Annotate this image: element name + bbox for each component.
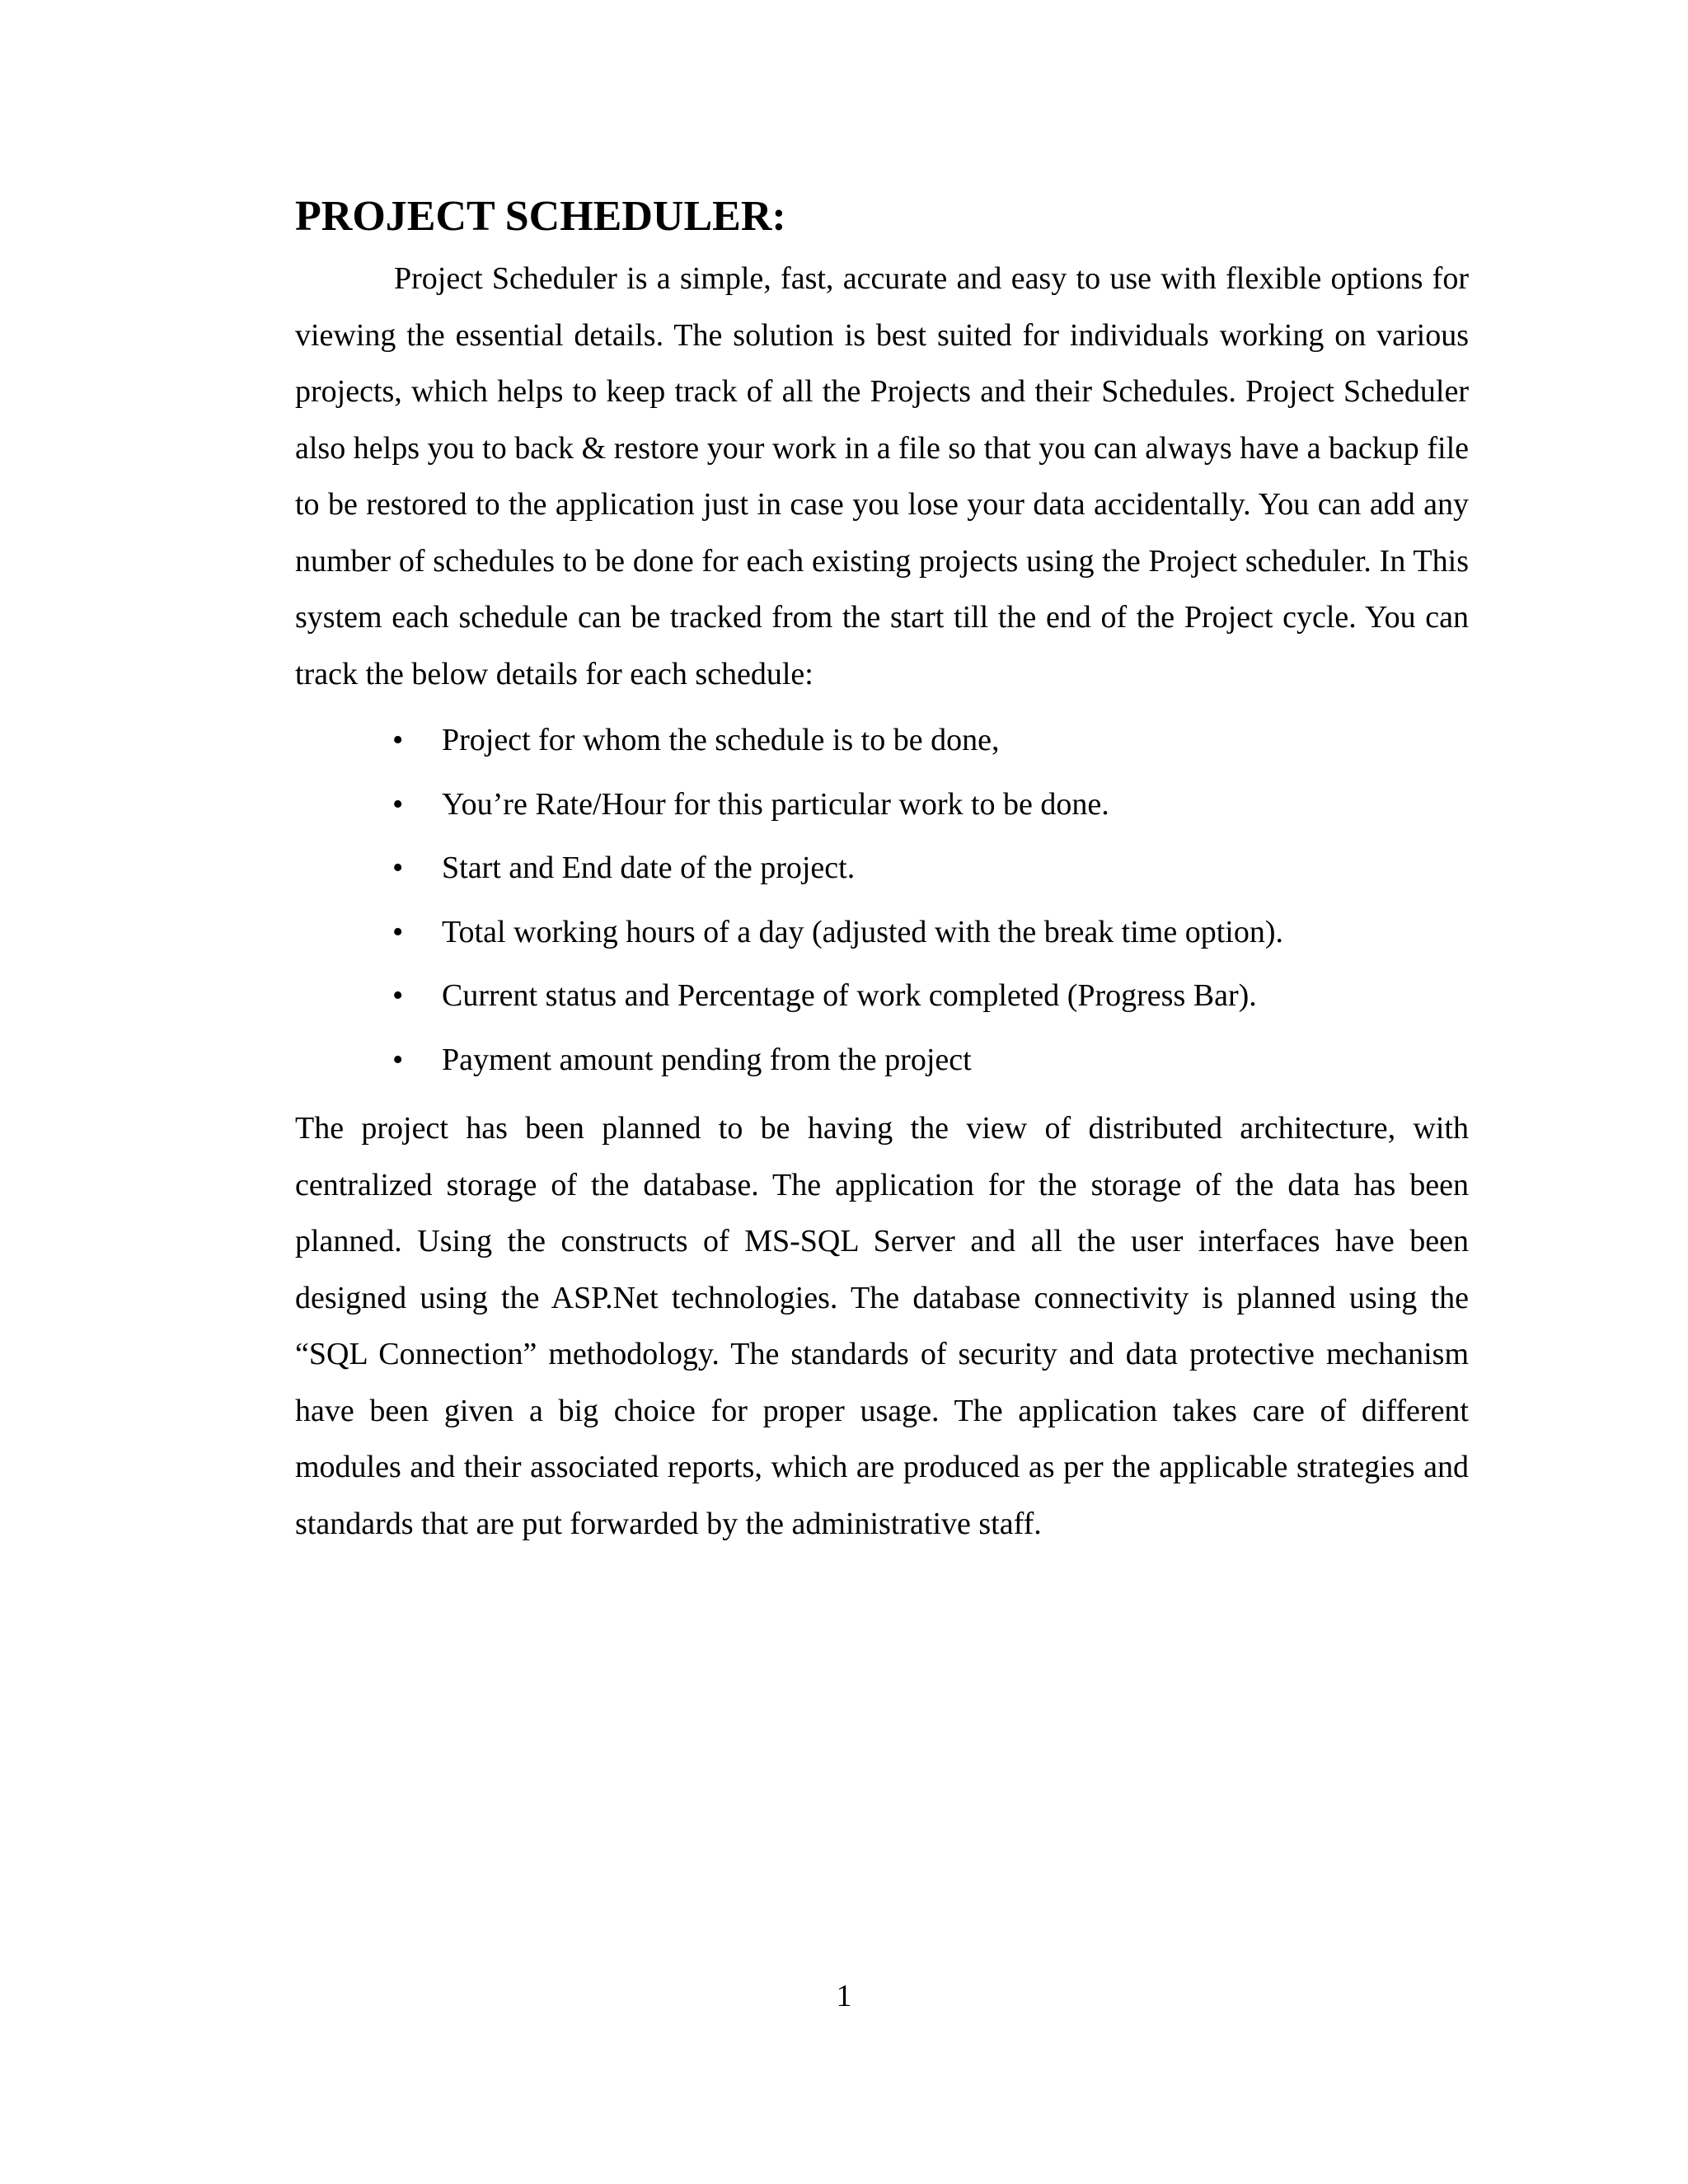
bullet-icon: •	[392, 851, 404, 885]
bullet-icon: •	[392, 1042, 404, 1077]
bullet-item	[295, 964, 1469, 1029]
bullet-text: Total working hours of a day (adjusted with the break time option).	[442, 914, 1283, 949]
document-body	[295, 191, 1469, 1552]
bullet-item	[295, 773, 1469, 837]
bullet-text: Current status and Percentage of work completed (Progress Bar).	[442, 978, 1257, 1013]
closing-paragraph: The project has been planned to be having the view of distributed architecture, with centralized storage of the database. The application for the storage of the data has been planned. Using the constructs of MS-SQL Server and all the user interfaces have been designed using the ASP.Net technologies. The database connectivity is planned using the “SQL Connection” methodology. The standards of security and data protective mechanism have been given a big choice for proper usage. The application takes care of different modules and their associated reports, which are produced as per the applicable strategies and standards that are put forwarded by the administrative staff.	[295, 1111, 1469, 1541]
bullet-text: Project for whom the schedule is to be done,	[442, 723, 1000, 757]
bullet-icon: •	[392, 914, 404, 949]
bullet-item	[295, 837, 1469, 901]
bullet-item	[295, 709, 1469, 773]
bullet-text: You’re Rate/Hour for this particular work to be done.	[442, 786, 1109, 822]
bullet-item	[295, 1029, 1469, 1093]
page-heading: PROJECT SCHEDULER:	[295, 193, 786, 240]
bullet-icon: •	[392, 786, 404, 822]
bullet-icon: •	[392, 723, 404, 757]
bullet-text: Start and End date of the project.	[442, 851, 856, 885]
intro-paragraph: Project Scheduler is a simple, fast, accurate and easy to use with flexible options for viewing the essential details. The solution is best suited for individuals working on various projects, which helps to keep track of all the Projects and their Schedules. Project Scheduler also helps you to back & restore your work in a file so that you can always have a backup file to be restored to the application just in case you lose your data accidentally. You can add any number of schedules to be done for each existing projects using the Project scheduler. In This system each schedule can be tracked from the start till the end of the Project cycle. You can track the below details for each schedule:	[295, 261, 1469, 691]
bullet-item	[295, 901, 1469, 965]
feature-bullet-list	[295, 709, 1469, 1092]
bullet-icon: •	[392, 978, 404, 1013]
page-number: 1	[836, 1979, 852, 2013]
bullet-text: Payment amount pending from the project	[442, 1042, 972, 1077]
